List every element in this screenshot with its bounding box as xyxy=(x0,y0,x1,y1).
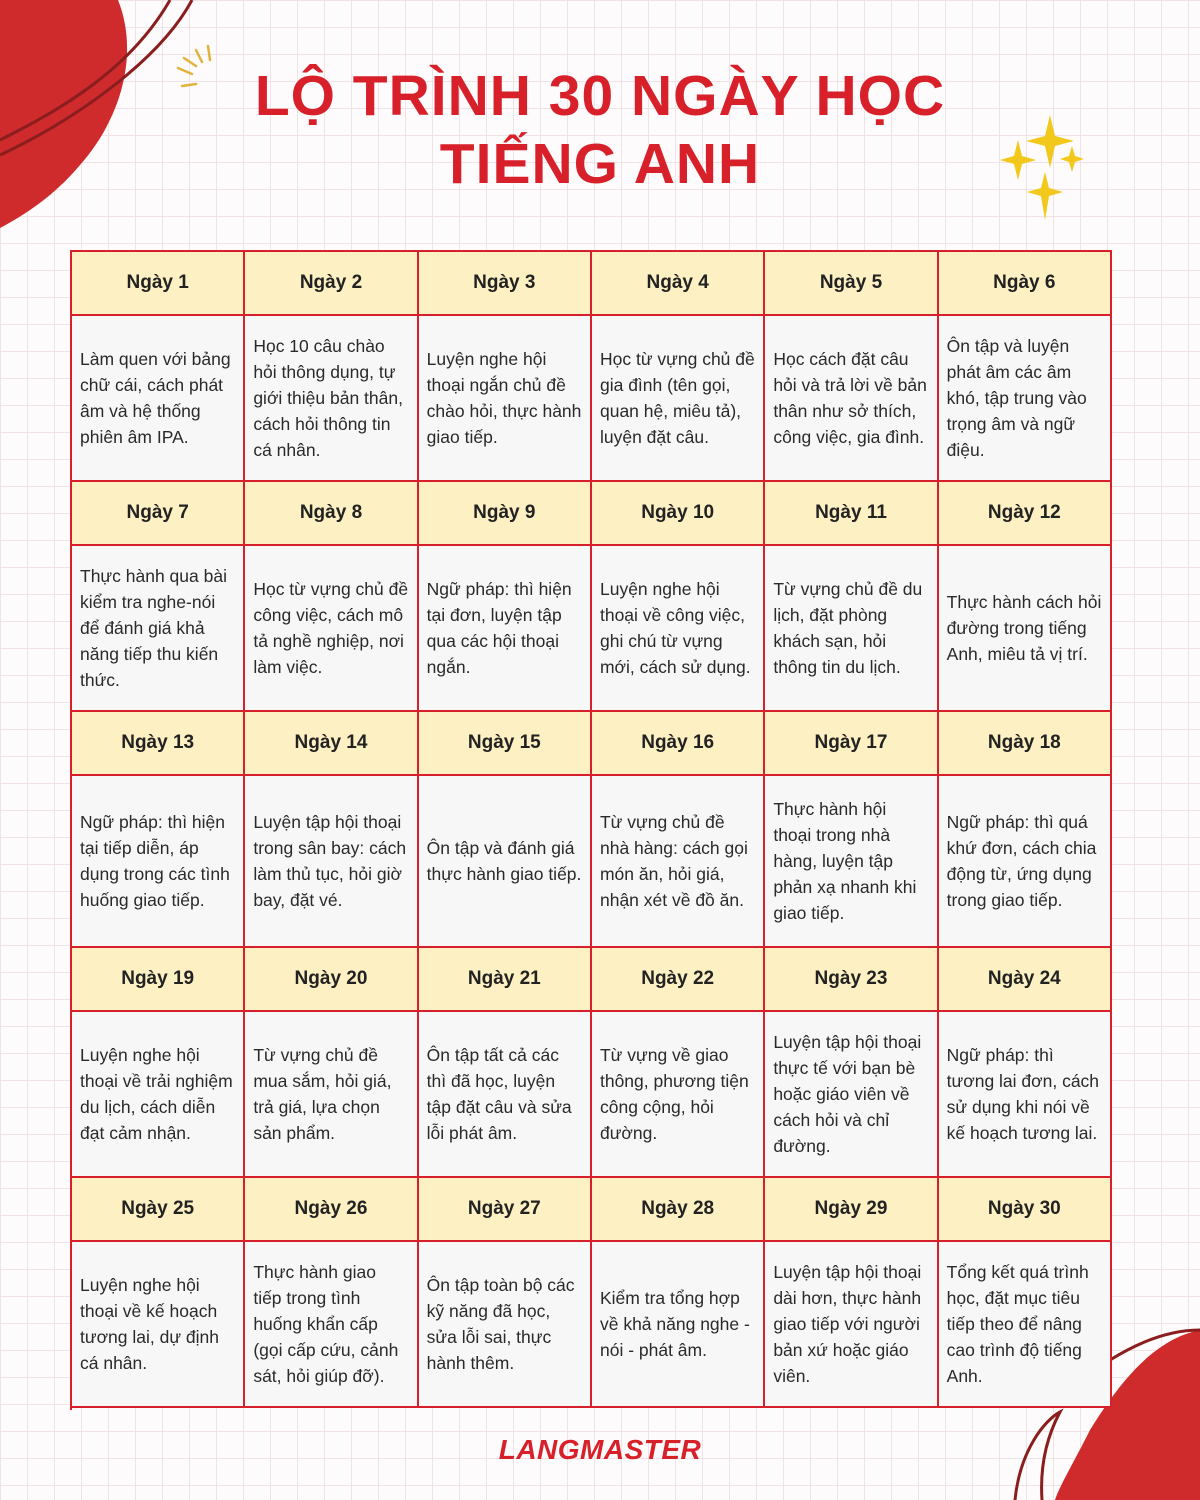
day-header: Ngày 10 xyxy=(592,482,765,546)
day-content: Luyện nghe hội thoại về công việc, ghi chú từ vựng mới, cách sử dụng. xyxy=(592,546,765,712)
day-header: Ngày 19 xyxy=(72,948,245,1012)
day-content: Thực hành hội thoại trong nhà hàng, luyện tập phản xạ nhanh khi giao tiếp. xyxy=(765,776,938,948)
day-header: Ngày 8 xyxy=(245,482,418,546)
day-content: Học từ vựng chủ đề công việc, cách mô tả nghề nghiệp, nơi làm việc. xyxy=(245,546,418,712)
day-content: Từ vựng chủ đề du lịch, đặt phòng khách sạn, hỏi thông tin du lịch. xyxy=(765,546,938,712)
day-header: Ngày 28 xyxy=(592,1178,765,1242)
schedule-table xyxy=(70,250,1112,1410)
day-content: Thực hành qua bài kiểm tra nghe-nói để đánh giá khả năng tiếp thu kiến thức. xyxy=(72,546,245,712)
day-content: Ngữ pháp: thì hiện tại tiếp diễn, áp dụng trong các tình huống giao tiếp. xyxy=(72,776,245,948)
day-header: Ngày 12 xyxy=(939,482,1112,546)
day-header: Ngày 2 xyxy=(245,252,418,316)
day-content: Luyện nghe hội thoại về kế hoạch tương lai, dự định cá nhân. xyxy=(72,1242,245,1408)
day-header: Ngày 5 xyxy=(765,252,938,316)
day-content: Làm quen với bảng chữ cái, cách phát âm và hệ thống phiên âm IPA. xyxy=(72,316,245,482)
day-content: Học 10 câu chào hỏi thông dụng, tự giới thiệu bản thân, cách hỏi thông tin cá nhân. xyxy=(245,316,418,482)
day-header: Ngày 24 xyxy=(939,948,1112,1012)
day-header: Ngày 22 xyxy=(592,948,765,1012)
day-content: Luyện nghe hội thoại ngắn chủ đề chào hỏi, thực hành giao tiếp. xyxy=(419,316,592,482)
day-content: Học từ vựng chủ đề gia đình (tên gọi, quan hệ, miêu tả), luyện đặt câu. xyxy=(592,316,765,482)
day-header: Ngày 6 xyxy=(939,252,1112,316)
title-line-1: LỘ TRÌNH 30 NGÀY HỌC xyxy=(254,64,946,128)
day-header: Ngày 9 xyxy=(419,482,592,546)
day-content: Tổng kết quá trình học, đặt mục tiêu tiếp theo để nâng cao trình độ tiếng Anh. xyxy=(939,1242,1112,1408)
day-content: Luyện nghe hội thoại về trải nghiệm du lịch, cách diễn đạt cảm nhận. xyxy=(72,1012,245,1178)
day-content: Luyện tập hội thoại thực tế với bạn bè hoặc giáo viên về cách hỏi và chỉ đường. xyxy=(765,1012,938,1178)
day-content: Ôn tập tất cả các thì đã học, luyện tập đặt câu và sửa lỗi phát âm. xyxy=(419,1012,592,1178)
day-content: Thực hành giao tiếp trong tình huống khẩn cấp (gọi cấp cứu, cảnh sát, hỏi giúp đỡ). xyxy=(245,1242,418,1408)
day-header: Ngày 30 xyxy=(939,1178,1112,1242)
day-content: Ôn tập và luyện phát âm các âm khó, tập trung vào trọng âm và ngữ điệu. xyxy=(939,316,1112,482)
day-header: Ngày 7 xyxy=(72,482,245,546)
day-content: Ôn tập và đánh giá thực hành giao tiếp. xyxy=(419,776,592,948)
day-content: Từ vựng chủ đề mua sắm, hỏi giá, trả giá, lựa chọn sản phẩm. xyxy=(245,1012,418,1178)
day-header: Ngày 3 xyxy=(419,252,592,316)
day-content: Ôn tập toàn bộ các kỹ năng đã học, sửa lỗi sai, thực hành thêm. xyxy=(419,1242,592,1408)
brand-logo: LANGMASTER xyxy=(498,1434,702,1465)
day-header: Ngày 23 xyxy=(765,948,938,1012)
day-content: Kiểm tra tổng hợp về khả năng nghe - nói - phát âm. xyxy=(592,1242,765,1408)
day-content: Luyện tập hội thoại dài hơn, thực hành giao tiếp với người bản xứ hoặc giáo viên. xyxy=(765,1242,938,1408)
day-header: Ngày 20 xyxy=(245,948,418,1012)
day-header: Ngày 1 xyxy=(72,252,245,316)
day-header: Ngày 18 xyxy=(939,712,1112,776)
day-content: Ngữ pháp: thì hiện tại đơn, luyện tập qua các hội thoại ngắn. xyxy=(419,546,592,712)
day-content: Từ vựng chủ đề nhà hàng: cách gọi món ăn, hỏi giá, nhận xét về đồ ăn. xyxy=(592,776,765,948)
day-content: Ngữ pháp: thì tương lai đơn, cách sử dụng khi nói về kế hoạch tương lai. xyxy=(939,1012,1112,1178)
day-header: Ngày 4 xyxy=(592,252,765,316)
day-header: Ngày 16 xyxy=(592,712,765,776)
day-content: Từ vựng về giao thông, phương tiện công cộng, hỏi đường. xyxy=(592,1012,765,1178)
day-header: Ngày 14 xyxy=(245,712,418,776)
day-header: Ngày 29 xyxy=(765,1178,938,1242)
day-header: Ngày 21 xyxy=(419,948,592,1012)
day-header: Ngày 15 xyxy=(419,712,592,776)
day-content: Luyện tập hội thoại trong sân bay: cách làm thủ tục, hỏi giờ bay, đặt vé. xyxy=(245,776,418,948)
page-title xyxy=(0,62,1200,198)
day-header: Ngày 26 xyxy=(245,1178,418,1242)
day-header: Ngày 17 xyxy=(765,712,938,776)
day-header: Ngày 13 xyxy=(72,712,245,776)
title-line-2: TIẾNG ANH xyxy=(439,132,761,196)
day-header: Ngày 27 xyxy=(419,1178,592,1242)
day-content: Học cách đặt câu hỏi và trả lời về bản thân như sở thích, công việc, gia đình. xyxy=(765,316,938,482)
day-header: Ngày 11 xyxy=(765,482,938,546)
day-content: Ngữ pháp: thì quá khứ đơn, cách chia động từ, ứng dụng trong giao tiếp. xyxy=(939,776,1112,948)
day-header: Ngày 25 xyxy=(72,1178,245,1242)
day-content: Thực hành cách hỏi đường trong tiếng Anh, miêu tả vị trí. xyxy=(939,546,1112,712)
